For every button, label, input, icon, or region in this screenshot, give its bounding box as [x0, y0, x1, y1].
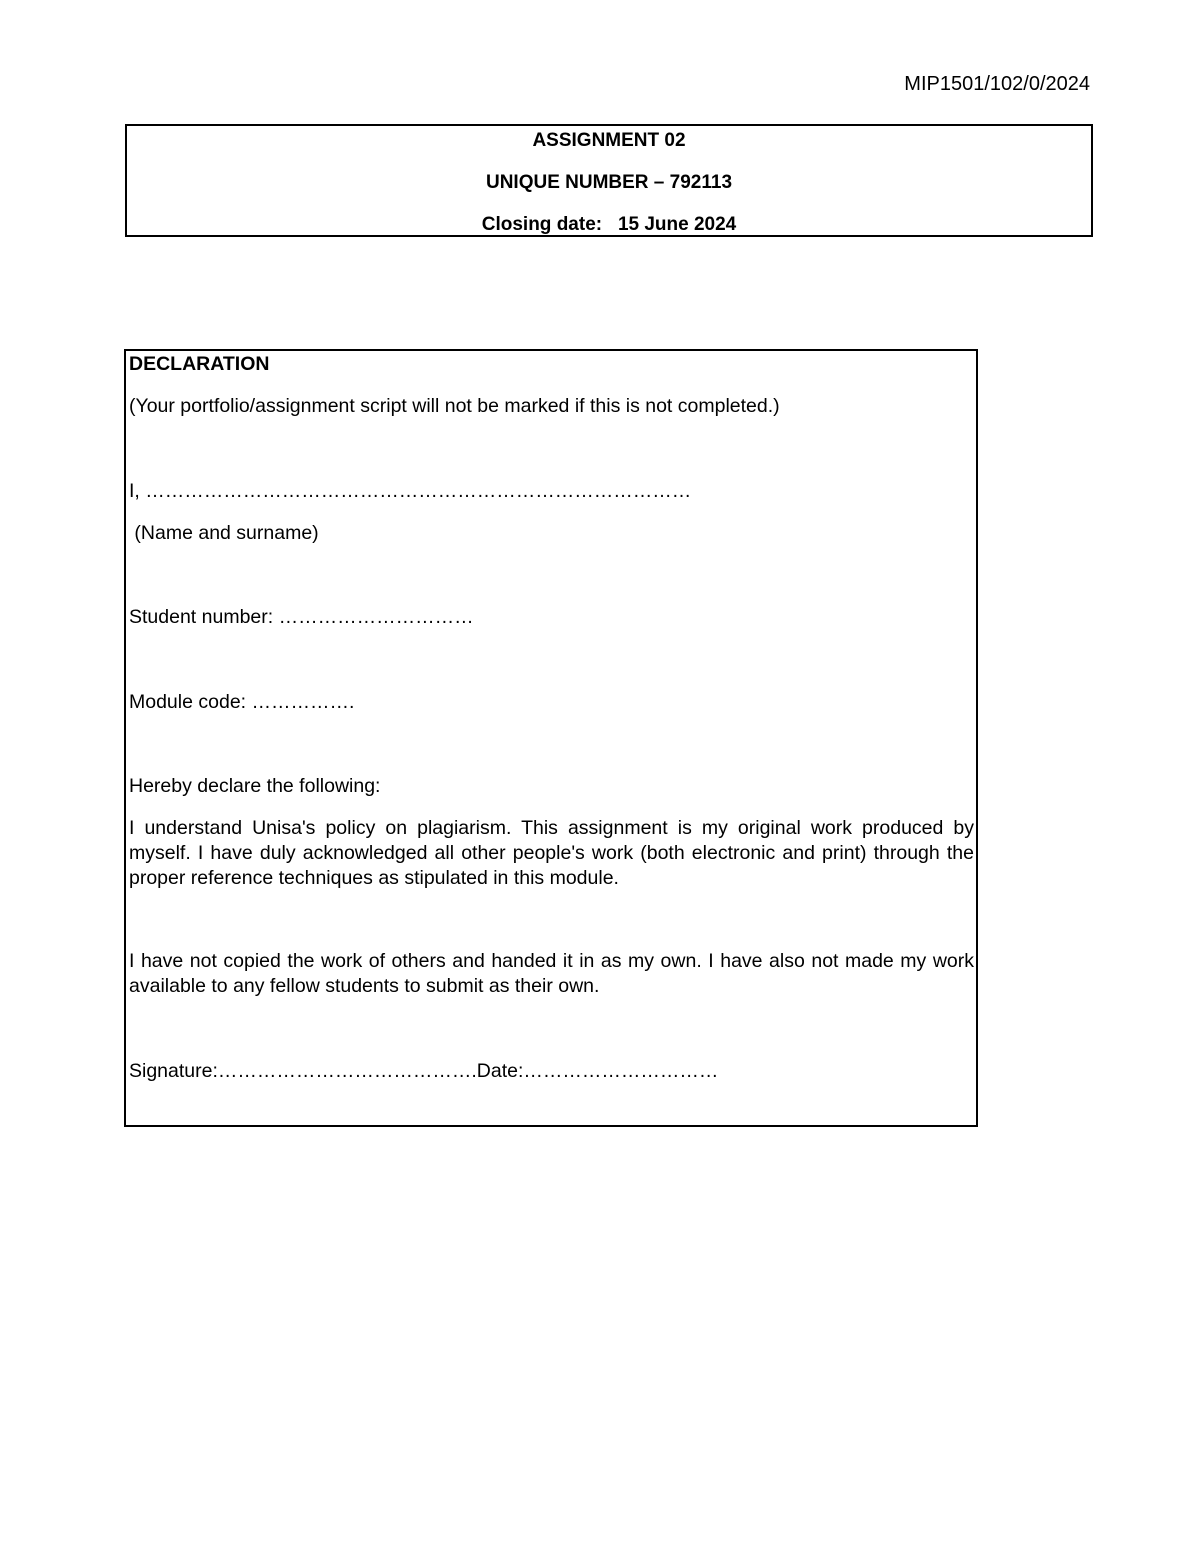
plagiarism-paragraph: I understand Unisa's policy on plagiarism. This assignment is my original work produced by myself. I have duly acknowledged all other people's work (both electronic and print) through the proper reference techniques as stipulated in this module.	[129, 817, 974, 889]
signature-date-line[interactable]: Signature:………………………………….Date:…………………………	[129, 1060, 719, 1082]
unique-number-value: 792113	[669, 172, 733, 193]
module-code-line[interactable]: Module code: …………….	[129, 691, 355, 713]
closing-date-value: 15 June 2024	[617, 214, 737, 235]
declaration-note: (Your portfolio/assignment script will not be marked if this is not completed.)	[129, 395, 780, 417]
student-number-line[interactable]: Student number: …………………………	[129, 606, 474, 628]
declaration-box	[124, 349, 978, 1127]
assignment-title: ASSIGNMENT 02	[532, 130, 686, 151]
hereby-declare: Hereby declare the following:	[129, 775, 381, 797]
closing-date-spacer	[602, 214, 618, 235]
unique-number-label: UNIQUE NUMBER –	[485, 172, 670, 193]
declaration-title: DECLARATION	[129, 353, 270, 375]
name-caption: (Name and surname)	[129, 522, 319, 544]
closing-date-label: Closing date:	[481, 214, 603, 235]
closing-date-line	[127, 213, 1091, 237]
unique-number-line	[127, 171, 1091, 195]
name-line[interactable]: I, …………………………………………………………………………	[129, 480, 692, 502]
assignment-header-box	[125, 124, 1093, 237]
document-code: MIP1501/102/0/2024	[904, 73, 1090, 95]
not-copied-paragraph: I have not copied the work of others and handed it in as my own. I have also not made my work available to any fellow students to submit as their own.	[129, 950, 974, 997]
